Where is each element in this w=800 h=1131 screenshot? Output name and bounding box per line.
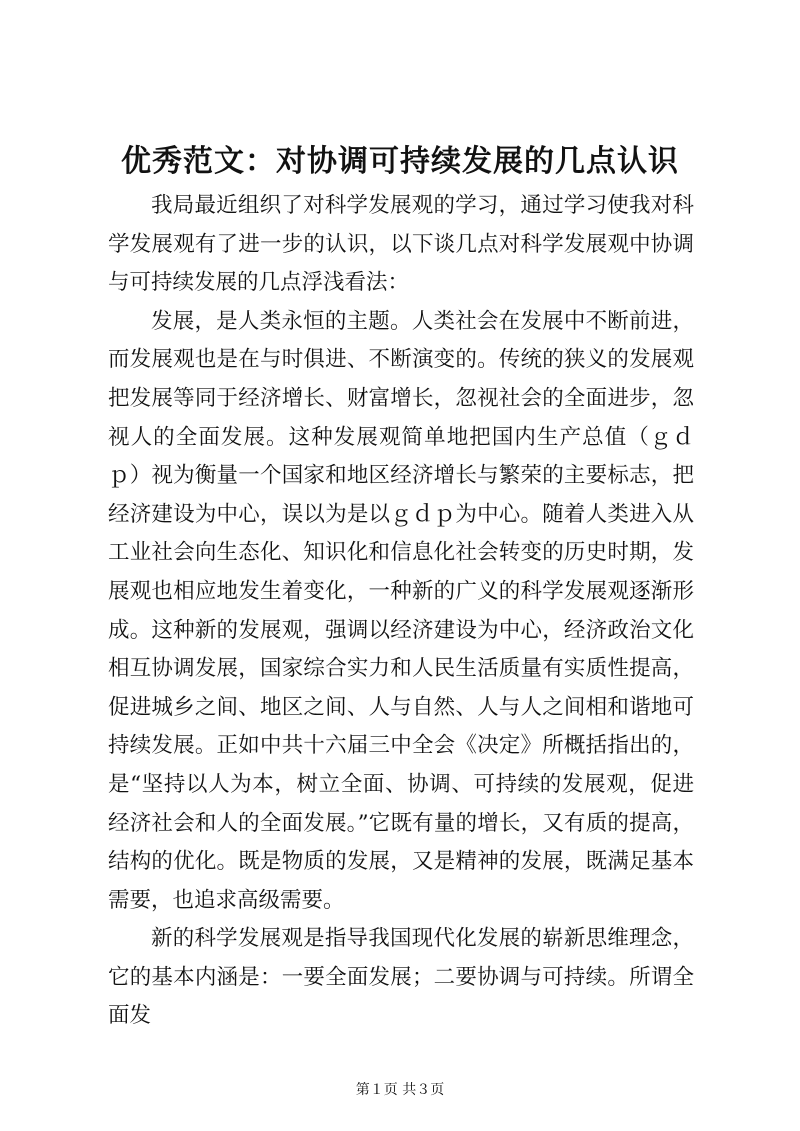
paragraph-development: 发展，是人类永恒的主题。人类社会在发展中不断前进，而发展观也是在与时俱进、不断演变的。传统的狭义的发展观把发展等同于经济增长、财富增长，忽视社会的全面进步，忽视人的全面发展。这种发展观简单地把国内生产总值（ｇｄｐ）视为衡量一个国家和地区经济增长与繁荣的主要标志，把经济建设为中心，误以为是以ｇｄｐ为中心。随着人类进入从工业社会向生态化、知识化和信息化社会转变的历史时期，发展观也相应地发生着变化，一种新的广义的科学发展观逐渐形成。这种新的发展观，强调以经济建设为中心，经济政治文化相互协调发展，国家综合实力和人民生活质量有实质性提高，促进城乡之间、地区之间、人与自然、人与人之间相和谐地可持续发展。正如中共十六届三中全会《决定》所概括指出的，是“坚持以人为本，树立全面、协调、可持续的发展观，促进经济社会和人的全面发展。”它既有量的增长，又有质的提高，结构的优化。既是物质的发展，又是精神的发展，既满足基本需要，也追求高级需要。: [108, 308, 694, 913]
document-title: 优秀范文：对协调可持续发展的几点认识: [121, 144, 679, 179]
paragraph-connotation: 新的科学发展观是指导我国现代化发展的崭新思维理念，它的基本内涵是：一要全面发展；二要协调与可持续。所谓全面发: [108, 926, 694, 1029]
page-number-footer: 第１页 共３页: [355, 1082, 445, 1098]
paragraph-intro: 我局最近组织了对科学发展观的学习，通过学习使我对科学发展观有了进一步的认识，以下谈几点对科学发展观中协调与可持续发展的几点浮浅看法：: [108, 193, 694, 296]
document-body: [108, 187, 694, 1036]
